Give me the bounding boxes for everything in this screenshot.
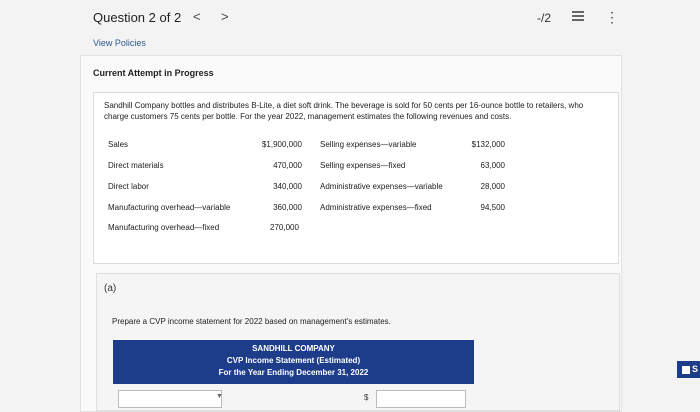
expense-value: 28,000 [480, 182, 505, 191]
attempt-label: Current Attempt in Progress [93, 68, 214, 78]
next-question-icon[interactable]: > [221, 9, 229, 24]
currency-symbol: $ [364, 393, 369, 402]
statement-title: CVP Income Statement (Estimated) [226, 356, 361, 365]
expense-label: Selling expenses—fixed [320, 161, 406, 170]
cost-value: 470,000 [273, 161, 302, 170]
amount-input[interactable] [376, 390, 466, 408]
expense-value: 63,000 [480, 161, 505, 170]
cost-value: 360,000 [273, 203, 302, 212]
part-label: (a) [104, 283, 117, 294]
cost-label: Sales [108, 140, 129, 149]
score-display: -/2 [537, 11, 552, 25]
cost-value: 270,000 [270, 223, 299, 232]
instruction-text: Prepare a CVP income statement for 2022 based on management's estimates. [112, 317, 391, 326]
cost-label: Manufacturing overhead—variable [108, 203, 231, 212]
expense-label: Selling expenses—variable [320, 140, 417, 149]
top-bar [0, 0, 700, 36]
company-name: SANDHILL COMPANY [252, 344, 335, 353]
line-item-dropdown[interactable] [118, 390, 222, 408]
problem-text: Sandhill Company bottles and distributes B-Lite, a diet soft drink. The beverage is sold for 50 cents per 16-ounce bottle to retailers, who charge customers 75 cents per bottle. For the year 2022, management estimates the following revenues and costs. [104, 101, 584, 121]
side-button-label: S [692, 364, 699, 374]
cost-value: 340,000 [273, 182, 302, 191]
expense-label: Administrative expenses—fixed [320, 203, 432, 212]
cost-label: Direct materials [108, 161, 164, 170]
chevron-down-icon: ▼ [216, 393, 223, 400]
more-options-icon[interactable]: ⋮ [605, 9, 618, 25]
expense-value: $132,000 [471, 140, 505, 149]
view-policies-link[interactable]: View Policies [93, 38, 146, 48]
expense-value: 94,500 [480, 203, 505, 212]
side-panel-button[interactable] [677, 361, 700, 378]
cost-value: $1,900,000 [261, 140, 302, 149]
statement-period: For the Year Ending December 31, 2022 [218, 368, 369, 377]
cost-label: Direct labor [108, 182, 149, 191]
cost-label: Manufacturing overhead—fixed [108, 223, 220, 232]
previous-question-icon[interactable]: < [193, 9, 201, 24]
statement-header [113, 340, 474, 384]
document-icon [682, 366, 690, 374]
list-icon[interactable] [572, 11, 584, 21]
question-title: Question 2 of 2 [93, 10, 182, 25]
expense-label: Administrative expenses—variable [320, 182, 443, 191]
